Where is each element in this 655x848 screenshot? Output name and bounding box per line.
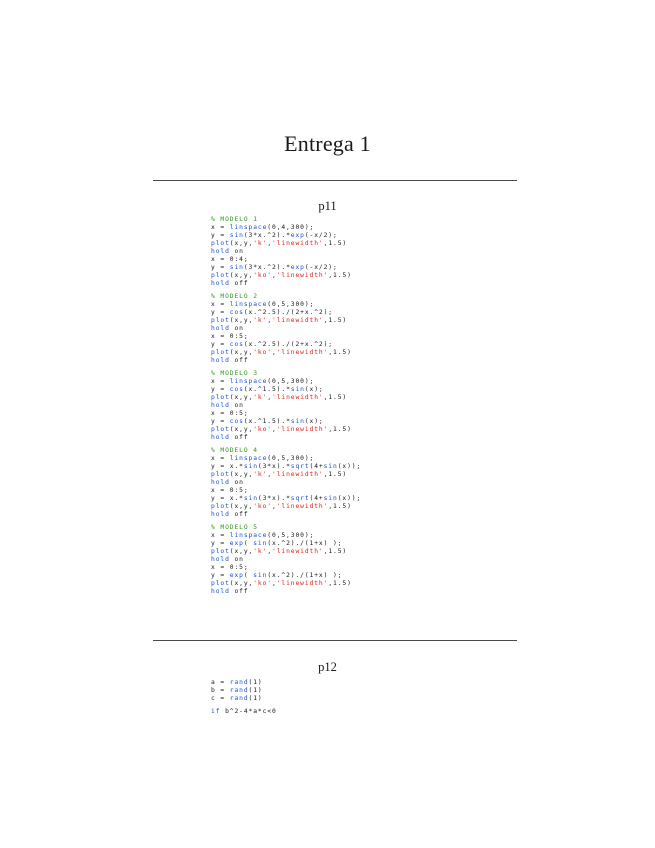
code-token-plain: (x,y, <box>229 348 254 356</box>
code-token-plain: (3*x).* <box>257 462 291 470</box>
code-token-plain: , <box>267 393 273 401</box>
code-token-plain: (1) <box>248 694 263 702</box>
code-token-plain: (1) <box>248 679 263 686</box>
code-token-plain: (3*x.^2).* <box>243 231 291 239</box>
code-token-plain: on <box>229 478 244 486</box>
code-token-kw: sqrt <box>290 494 310 502</box>
code-line <box>211 272 361 280</box>
code-token-plain: (x); <box>304 385 324 393</box>
code-line <box>211 309 361 317</box>
code-token-plain: ( <box>243 540 254 547</box>
code-token-kw: sin <box>323 494 338 502</box>
code-token-plain: on <box>229 401 244 409</box>
code-token-plain: y = <box>211 571 230 579</box>
code-token-com: % MODELO 3 <box>211 370 258 378</box>
code-token-plain: off <box>229 279 249 287</box>
code-token-plain: b = <box>211 686 230 694</box>
code-token-plain: ,1.5) <box>323 316 348 324</box>
code-token-kw: rand <box>229 679 249 686</box>
code-listing-p12 <box>211 679 277 716</box>
code-token-plain: (0,5,300); <box>267 378 315 385</box>
code-token-plain: (x,y, <box>229 271 254 279</box>
code-line <box>211 224 361 232</box>
code-token-kw: hold <box>211 356 230 364</box>
code-line <box>211 532 361 540</box>
code-token-plain: (x); <box>304 417 324 425</box>
code-token-plain: (x,y, <box>229 470 254 478</box>
code-line <box>211 503 361 511</box>
code-token-plain: ,1.5) <box>323 547 348 555</box>
code-token-plain: , <box>272 579 277 587</box>
code-token-plain: (x.^2)./(1+x) ); <box>267 540 343 547</box>
code-token-plain: (0,5,300); <box>267 300 315 308</box>
code-line <box>211 679 277 687</box>
code-token-kw: if <box>211 708 221 716</box>
code-token-str: 'linewidth' <box>276 425 329 433</box>
code-token-kw: linspace <box>229 300 268 308</box>
code-token-com: % MODELO 2 <box>211 293 258 301</box>
code-line <box>211 240 361 248</box>
code-token-plain: y = x.* <box>211 494 244 502</box>
code-token-kw: sqrt <box>290 462 310 470</box>
code-line <box>211 341 361 349</box>
code-token-str: 'k' <box>253 316 268 324</box>
code-token-com: % MODELO 5 <box>211 524 258 532</box>
code-token-plain: , <box>267 547 273 555</box>
code-token-plain: (-x/2); <box>304 263 338 271</box>
code-token-str: 'k' <box>253 239 268 247</box>
code-token-plain: (x.^2)./(1+x) ); <box>267 571 343 579</box>
code-listing-p11 <box>211 216 361 596</box>
code-token-str: 'linewidth' <box>272 547 324 555</box>
code-token-str: 'linewidth' <box>272 393 324 401</box>
code-token-plain: x = 0:5; <box>211 563 249 571</box>
code-token-plain: (x,y, <box>229 425 254 433</box>
code-token-plain: b^2-4*a*c<0 <box>220 708 277 716</box>
code-line <box>211 556 361 564</box>
code-token-plain: (0,5,300); <box>267 532 315 540</box>
code-token-plain: (3*x.^2).* <box>243 263 291 271</box>
code-token-str: 'k' <box>253 470 268 478</box>
code-line <box>211 687 277 695</box>
code-line <box>211 378 361 386</box>
code-token-plain: (0,4,300); <box>267 223 315 231</box>
code-token-kw: linspace <box>229 378 268 385</box>
code-line <box>211 511 361 519</box>
code-token-kw: exp <box>290 263 305 271</box>
code-token-str: 'linewidth' <box>276 579 329 587</box>
code-line <box>211 471 361 479</box>
code-token-plain: y = <box>211 263 230 271</box>
code-token-kw: plot <box>211 425 230 433</box>
code-token-plain: ,1.5) <box>328 348 352 356</box>
code-token-kw: sin <box>243 462 258 470</box>
code-token-plain: ,1.5) <box>323 470 348 478</box>
code-token-plain: c = <box>211 694 230 702</box>
section-rule-middle <box>153 640 517 641</box>
code-token-str: 'ko' <box>253 348 272 356</box>
code-line <box>211 410 361 418</box>
code-line <box>211 540 361 548</box>
code-token-kw: plot <box>211 547 230 555</box>
code-token-plain: x = <box>211 532 230 540</box>
code-token-plain: (0,5,300); <box>267 455 315 463</box>
code-line <box>211 548 361 556</box>
code-line <box>211 564 361 572</box>
document-title: Entrega 1 <box>284 131 371 156</box>
code-token-kw: linspace <box>229 223 268 231</box>
code-token-plain: on <box>229 324 244 332</box>
code-token-plain: x = <box>211 223 230 231</box>
code-token-kw: hold <box>211 510 230 518</box>
code-token-plain: (x.^1.5).* <box>243 385 291 393</box>
code-line <box>211 524 361 532</box>
code-line <box>211 426 361 434</box>
code-line <box>211 333 361 341</box>
code-token-plain: y = <box>211 385 230 393</box>
code-token-kw: hold <box>211 247 230 255</box>
code-token-str: 'linewidth' <box>276 271 329 279</box>
code-token-plain: y = x.* <box>211 462 244 470</box>
code-token-kw: cos <box>229 385 244 393</box>
code-line <box>211 495 361 503</box>
code-token-plain: (1) <box>248 686 263 694</box>
code-token-str: 'k' <box>253 547 268 555</box>
code-token-kw: exp <box>290 231 305 239</box>
code-token-plain: (x,y, <box>229 502 254 510</box>
code-token-plain: x = <box>211 378 230 385</box>
code-token-plain: (x.^2.5)./(2+x.^2); <box>243 340 333 348</box>
code-token-plain: y = <box>211 231 230 239</box>
code-token-kw: sin <box>229 231 244 239</box>
code-line <box>211 248 361 256</box>
code-token-plain: y = <box>211 417 230 425</box>
code-token-plain: x = 0:4; <box>211 255 249 263</box>
code-line <box>211 232 361 240</box>
code-token-kw: plot <box>211 271 230 279</box>
code-token-plain: (x)); <box>337 462 362 470</box>
code-token-kw: rand <box>229 694 249 702</box>
code-token-plain: on <box>229 247 244 255</box>
code-token-plain: ,1.5) <box>328 502 352 510</box>
code-token-plain: x = 0:5; <box>211 409 249 417</box>
code-token-str: 'linewidth' <box>276 502 329 510</box>
code-token-plain: ,1.5) <box>328 579 352 587</box>
code-token-kw: sin <box>290 417 305 425</box>
code-line <box>211 370 361 378</box>
code-token-plain: x = 0:5; <box>211 486 249 494</box>
code-token-plain: , <box>272 425 277 433</box>
code-token-plain: (x.^1.5).* <box>243 417 291 425</box>
code-token-plain: (3*x).* <box>257 494 291 502</box>
code-token-plain: (x,y, <box>229 239 254 247</box>
code-line <box>211 325 361 333</box>
code-line <box>211 264 361 272</box>
code-token-plain: ,1.5) <box>328 271 352 279</box>
code-token-plain: , <box>272 271 277 279</box>
code-token-kw: exp <box>229 571 244 579</box>
code-line <box>211 588 361 596</box>
code-token-kw: hold <box>211 555 230 563</box>
code-token-kw: hold <box>211 587 230 595</box>
code-token-plain: (x,y, <box>229 547 254 555</box>
code-token-kw: plot <box>211 239 230 247</box>
code-token-com: % MODELO 4 <box>211 447 258 455</box>
code-token-plain: (x,y, <box>229 393 254 401</box>
code-token-kw: plot <box>211 579 230 587</box>
code-token-plain: ,1.5) <box>323 393 348 401</box>
code-line <box>211 572 361 580</box>
code-token-kw: sin <box>229 263 244 271</box>
code-line <box>211 293 361 301</box>
code-token-plain: ,1.5) <box>328 425 352 433</box>
code-token-plain: , <box>267 239 273 247</box>
code-token-plain: , <box>272 348 277 356</box>
code-token-plain: (x)); <box>337 494 362 502</box>
code-line <box>211 394 361 402</box>
code-token-plain: y = <box>211 340 230 348</box>
code-token-kw: hold <box>211 478 230 486</box>
code-token-com: % MODELO 1 <box>211 216 258 223</box>
section-rule-top <box>153 180 517 181</box>
code-line <box>211 447 361 455</box>
code-token-kw: cos <box>229 308 244 316</box>
code-token-plain: y = <box>211 308 230 316</box>
code-line <box>211 349 361 357</box>
code-token-plain: , <box>272 502 277 510</box>
code-token-plain: y = <box>211 540 230 547</box>
code-token-plain: on <box>229 555 244 563</box>
code-token-plain: (x,y, <box>229 579 254 587</box>
code-line <box>211 479 361 487</box>
code-token-kw: sin <box>243 494 258 502</box>
code-token-kw: sin <box>253 571 268 579</box>
code-token-plain: ,1.5) <box>323 239 348 247</box>
code-token-kw: hold <box>211 433 230 441</box>
code-line <box>211 708 277 716</box>
code-line <box>211 386 361 394</box>
code-line <box>211 256 361 264</box>
code-line <box>211 317 361 325</box>
code-token-kw: plot <box>211 502 230 510</box>
code-line <box>211 695 277 703</box>
code-line <box>211 580 361 588</box>
code-token-str: 'ko' <box>253 579 272 587</box>
code-line <box>211 487 361 495</box>
code-token-kw: cos <box>229 340 244 348</box>
code-token-plain: x = 0:5; <box>211 332 249 340</box>
code-token-kw: linspace <box>229 532 268 540</box>
code-token-plain: off <box>229 587 249 595</box>
code-token-kw: hold <box>211 324 230 332</box>
code-token-kw: hold <box>211 401 230 409</box>
code-line <box>211 280 361 288</box>
code-token-plain: off <box>229 433 249 441</box>
code-token-str: 'k' <box>253 393 268 401</box>
code-token-plain: (-x/2); <box>304 231 338 239</box>
code-token-kw: hold <box>211 279 230 287</box>
code-token-plain: (x,y, <box>229 316 254 324</box>
code-token-str: 'ko' <box>253 271 272 279</box>
code-line <box>211 463 361 471</box>
code-token-plain: (4+ <box>309 494 324 502</box>
code-line <box>211 301 361 309</box>
code-token-str: 'ko' <box>253 502 272 510</box>
code-token-kw: sin <box>290 385 305 393</box>
code-token-plain: (x.^2.5)./(2+x.^2); <box>243 308 333 316</box>
code-token-plain: x = <box>211 455 230 463</box>
code-line <box>211 216 361 224</box>
code-token-kw: plot <box>211 348 230 356</box>
code-token-kw: exp <box>229 540 244 547</box>
code-token-plain: a = <box>211 679 230 686</box>
code-token-kw: cos <box>229 417 244 425</box>
code-token-kw: plot <box>211 393 230 401</box>
code-token-str: 'linewidth' <box>272 316 324 324</box>
code-token-kw: sin <box>323 462 338 470</box>
code-line <box>211 418 361 426</box>
section-heading-p12: p12 <box>318 660 337 674</box>
code-token-plain: x = <box>211 300 230 308</box>
code-line <box>211 434 361 442</box>
section-heading-p11: p11 <box>318 199 337 213</box>
code-token-kw: plot <box>211 316 230 324</box>
code-token-str: 'linewidth' <box>272 470 324 478</box>
code-token-str: 'linewidth' <box>276 348 329 356</box>
code-token-plain: ( <box>243 571 254 579</box>
code-token-str: 'linewidth' <box>272 239 324 247</box>
code-token-plain: (4+ <box>309 462 324 470</box>
code-token-plain: , <box>267 316 273 324</box>
code-token-plain: , <box>267 470 273 478</box>
code-token-kw: rand <box>229 686 249 694</box>
code-token-kw: linspace <box>229 455 268 463</box>
code-line <box>211 357 361 365</box>
code-token-plain: off <box>229 356 249 364</box>
code-line <box>211 455 361 463</box>
code-token-plain: off <box>229 510 249 518</box>
code-line <box>211 402 361 410</box>
code-token-str: 'ko' <box>253 425 272 433</box>
code-token-kw: sin <box>253 540 268 547</box>
code-token-kw: plot <box>211 470 230 478</box>
